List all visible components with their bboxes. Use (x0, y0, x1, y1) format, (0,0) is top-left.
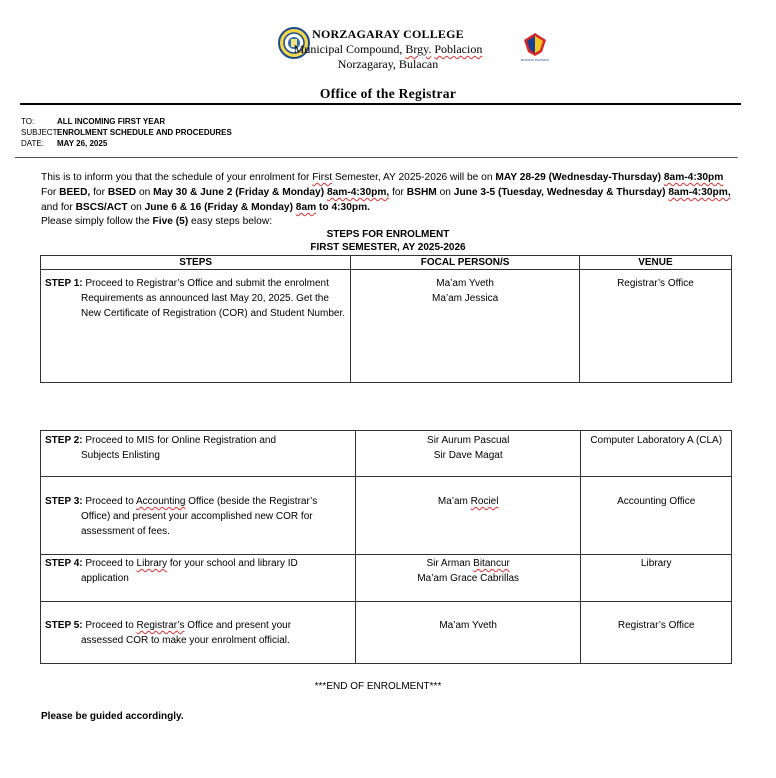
col-header-venue: VENUE (579, 256, 731, 270)
body-line-1: This is to inform you that the schedule of your enrolment for First Semester, AY 2025-2026 will be on MAY 28-29 (Wednesday-Thursday) 8am-4:30pm (41, 172, 724, 183)
step-4-focal: Sir Arman Bitancur Ma’am Grace Cabrillas (355, 555, 580, 602)
step-3-focal: Ma’am Rociel (355, 477, 580, 555)
header-divider (20, 103, 741, 105)
bagong-pilipinas-caption: BAGONG PILIPINAS (520, 58, 550, 62)
col-header-steps: STEPS (41, 256, 351, 270)
body-line-3: and for BSCS/ACT on June 6 & 16 (Friday & Monday) 8am to 4:30pm. (41, 202, 370, 213)
closing-note: Please be guided accordingly. (41, 711, 184, 722)
step-1-venue: Registrar’s Office (579, 270, 731, 383)
college-name: NORZAGARAY COLLEGE (312, 27, 464, 41)
office-title: Office of the Registrar (319, 86, 457, 101)
step-2-venue: Computer Laboratory A (CLA) (581, 431, 732, 477)
table-row (41, 270, 732, 383)
table-subtitle: FIRST SEMESTER, AY 2025-2026 (310, 242, 466, 253)
memo-divider (15, 157, 738, 158)
table-row (41, 431, 732, 477)
step-4-venue: Library (581, 555, 732, 602)
memo-date: DATE: MAY 26, 2025 (21, 139, 108, 148)
table-header-row (41, 256, 732, 270)
table-title: STEPS FOR ENROLMENT (326, 229, 450, 240)
table-row (41, 602, 732, 664)
body-line-4: Please simply follow the Five (5) easy steps below: (41, 216, 273, 227)
body-line-2: For BEED, for BSED on May 30 & June 2 (Friday & Monday) 8am-4:30pm, for BSHM on June 3-5 (Tuesday, Wednesday & Thursday) 8am-4:30pm, (41, 187, 731, 198)
table-row (41, 555, 732, 602)
col-header-focal: FOCAL PERSON/S (351, 256, 580, 270)
step-2-focal: Sir Aurum Pascual Sir Dave Magat (355, 431, 580, 477)
memo-to: TO: ALL INCOMING FIRST YEAR (21, 117, 166, 126)
step-3-venue: Accounting Office (581, 477, 732, 555)
step-5-description: STEP 5: Proceed to Registrar’s Office and present your assessed COR to make your enrolment official. (41, 602, 356, 664)
steps-table-part1 (40, 255, 732, 383)
step-4-description: STEP 4: Proceed to Library for your school and library ID application (41, 555, 356, 602)
step-1-description: STEP 1: Proceed to Registrar’s Office and submit the enrolment Requirements as announced last May 20, 2025. Get the New Certificate of Registration (COR) and Student Number. (41, 270, 351, 383)
table-row (41, 477, 732, 555)
step-3-description: STEP 3: Proceed to Accounting Office (beside the Registrar’s Office) and present your accomplished new COR for assessment of fees. (41, 477, 356, 555)
address-line-2: Norzagaray, Bulacan (337, 57, 439, 71)
address-line-1: Municipal Compound, Brgy. Poblacion (293, 42, 483, 56)
memo-subject: SUBJECT:ENROLMENT SCHEDULE AND PROCEDURES (21, 128, 232, 137)
step-2-description: STEP 2: Proceed to MIS for Online Registration and Subjects Enlisting (41, 431, 356, 477)
steps-table-part2 (40, 430, 732, 664)
end-of-enrolment-text: ***END OF ENROLMENT*** (314, 681, 442, 692)
step-1-focal: Ma’am Yveth Ma’am Jessica (351, 270, 580, 383)
step-5-venue: Registrar’s Office (581, 602, 732, 664)
step-5-focal: Ma’am Yveth (355, 602, 580, 664)
